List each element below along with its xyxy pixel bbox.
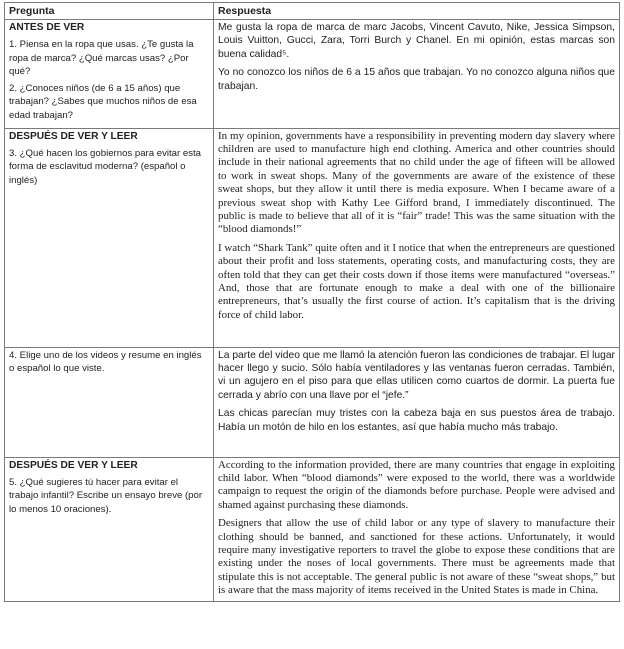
question-cell: [5, 457, 214, 601]
answer-paragraph: Me gusta la ropa de marca de marc Jacobs, Vincent Cavuto, Nike, Jessica Simpson, Louis Vuitton, Gucci, Zara, Torri Burch y Chanel. En mi opinión, estas marcas son buena calidad⁵.: [218, 22, 615, 60]
answer-cell: [214, 20, 620, 129]
header-row: [5, 3, 620, 20]
question-text: 5. ¿Qué sugieres tú hacer para evitar el trabajo infantil? Escribe un ensayo breve (por lo menos 10 oraciones).: [9, 476, 203, 515]
answer-paragraph: According to the information provided, there are many countries that engage in exploiting child labor. When “blood diamonds” were exposed to the world, there was a worldwide campaign to request the origin of the diamonds before purchase. People were advised and shamed against purchasing these diamonds.: [218, 458, 615, 511]
answer-paragraph: Designers that allow the use of child labor or any type of slavery to manufacture their clothing should be banned, and sanctioned for these actions. Unfortunately, it would require many investigative reporters to travel the globe to expose these conditions that are existing under the noses of local governments. There must be agreements made that stipulate this is not acceptable. The general public is not aware of these “sweat shops,” but is aware that the mass majority of items received in the United States is made in China.: [218, 517, 615, 597]
answer-cell: [214, 128, 620, 347]
table-row: [5, 457, 620, 601]
table-row: [5, 128, 620, 347]
answer-paragraph: In my opinion, governments have a responsibility in preventing modern day slavery where children are used to manufacture high end clothing. America and other countries should include in their national agreements that no child under the age of fifteen will be allowed to work in sweat shops. Many of the governments are aware of the existence of these sweat shops, but they allow it until there is media exposure. When I became aware of a previous sweat shop with Kathy Lee Gifford brand, I immediately discontinued. The public is made to believe that all of it is “fair” trade! This was the same situation with the “blood diamonds!”: [218, 129, 615, 236]
table-row: [5, 20, 620, 129]
answer-column-header: Respuesta: [214, 3, 620, 20]
question-column-header: Pregunta: [5, 3, 214, 20]
question-text: 3. ¿Qué hacen los gobiernos para evitar esta forma de esclavitud moderna? (español o inglés): [9, 147, 201, 186]
answer-paragraph: Las chicas parecían muy tristes con la cabeza baja en sus puestos área de trabajo. Había un motón de hilo en los estantes, así que había mucho más trabajo.: [218, 408, 615, 433]
question-text: 4. Elige uno de los videos y resume en inglés o español lo que viste.: [9, 349, 202, 375]
answer-paragraph: La parte del video que me llamó la atención fueron las condiciones de trabajar. El lugar hacer llego y sucio. Sólo había ventiladores y las ventanas fueron cerradas. También, vi un agujero en el piso para que ellas utilicen como cuartos de dormir. La puerta fue cerrada y abrío con una llave por el “jefe.”: [218, 349, 615, 401]
section-heading: DESPUÉS DE VER Y LEER: [9, 130, 138, 142]
question-text: 2. ¿Conoces niños (de 6 a 15 años) que trabajan? ¿Sabes que muchos niños de esa edad trabajan?: [9, 82, 197, 121]
answer-paragraph: Yo no conozco los niños de 6 a 15 años que trabajan. Yo no conozco alguna niños que trabajan.: [218, 67, 615, 92]
answer-cell: [214, 457, 620, 601]
qa-table: [4, 2, 620, 602]
answer-cell: [214, 347, 620, 457]
question-text: 1. Piensa en la ropa que usas. ¿Te gusta la ropa de marca? ¿Qué marcas usas? ¿Por qué?: [9, 39, 194, 78]
answer-paragraph: I watch “Shark Tank” quite often and it I notice that when the entrepreneurs are questioned about their profit and loss statements, operating costs, and manufacturing costs, they are often told that they can get their costs down if those items were manufactured “overseas.” And, those that are fortunate enough to make a deal with one of the billionaire entrepreneurs, that’s usually the first course of action. It’s capitalism that is the driving force of child labor.: [218, 241, 615, 321]
section-heading: ANTES DE VER: [9, 22, 85, 33]
question-cell: [5, 20, 214, 129]
question-cell: [5, 128, 214, 347]
section-heading: DESPUÉS DE VER Y LEER: [9, 459, 138, 471]
table-row: [5, 347, 620, 457]
question-cell: [5, 347, 214, 457]
